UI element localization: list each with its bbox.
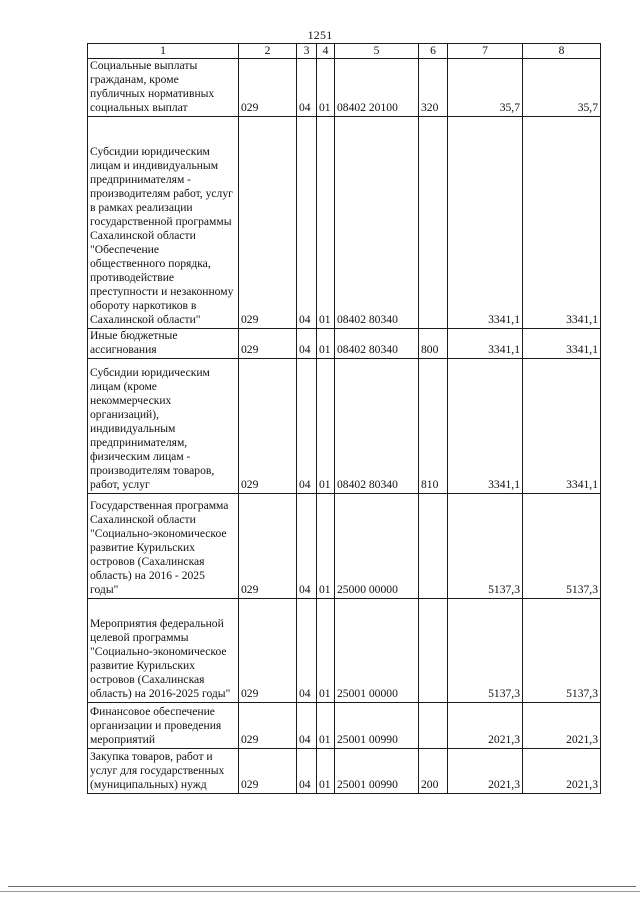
row-expense-type: 320 xyxy=(419,59,448,117)
scan-edge-line xyxy=(0,891,640,892)
header-col-5: 5 xyxy=(335,44,419,59)
row-amount-8: 3341,1 xyxy=(523,117,601,329)
table-row xyxy=(88,749,601,794)
row-subsection-code: 01 xyxy=(317,359,335,494)
header-row xyxy=(88,44,601,59)
header-col-7: 7 xyxy=(448,44,523,59)
row-expense-type: 800 xyxy=(419,329,448,359)
row-amount-7: 5137,3 xyxy=(448,494,523,599)
row-expense-type: 200 xyxy=(419,749,448,794)
page-number: 1251 xyxy=(307,28,333,42)
row-subsection-code: 01 xyxy=(317,703,335,749)
row-ministry-code: 029 xyxy=(239,599,297,703)
row-ministry-code: 029 xyxy=(239,494,297,599)
header-col-3: 3 xyxy=(297,44,317,59)
table-row xyxy=(88,494,601,599)
row-amount-8: 5137,3 xyxy=(523,599,601,703)
row-section-code: 04 xyxy=(297,494,317,599)
row-amount-8: 35,7 xyxy=(523,59,601,117)
row-section-code: 04 xyxy=(297,599,317,703)
row-target-article: 08402 20100 xyxy=(335,59,419,117)
row-target-article: 08402 80340 xyxy=(335,329,419,359)
row-section-code: 04 xyxy=(297,59,317,117)
header-col-4: 4 xyxy=(317,44,335,59)
row-subsection-code: 01 xyxy=(317,599,335,703)
row-target-article: 08402 80340 xyxy=(335,117,419,329)
row-section-code: 04 xyxy=(297,329,317,359)
header-col-6: 6 xyxy=(419,44,448,59)
table-row xyxy=(88,59,601,117)
row-target-article: 25001 00990 xyxy=(335,749,419,794)
row-target-article: 25001 00990 xyxy=(335,703,419,749)
row-name: Государственная программа Сахалинской области "Социально-экономическое развитие Курильских островов (Сахалинская область) на 2016 - 2025 годы" xyxy=(88,494,239,599)
row-ministry-code: 029 xyxy=(239,703,297,749)
row-amount-8: 3341,1 xyxy=(523,359,601,494)
row-section-code: 04 xyxy=(297,703,317,749)
row-target-article: 08402 80340 xyxy=(335,359,419,494)
row-subsection-code: 01 xyxy=(317,59,335,117)
row-subsection-code: 01 xyxy=(317,117,335,329)
row-subsection-code: 01 xyxy=(317,749,335,794)
row-ministry-code: 029 xyxy=(239,329,297,359)
row-name: Социальные выплаты гражданам, кроме публичных нормативных социальных выплат xyxy=(88,59,239,117)
table-row xyxy=(88,117,601,329)
row-expense-type xyxy=(419,703,448,749)
row-amount-7: 35,7 xyxy=(448,59,523,117)
row-expense-type xyxy=(419,117,448,329)
row-expense-type xyxy=(419,494,448,599)
table-row xyxy=(88,359,601,494)
row-name: Субсидии юридическим лицам и индивидуальным предпринимателям - производителям работ, услуг в рамках реализации государственной программы Сахалинской области "Обеспечение общественного порядка, противодействие преступности и незаконному обороту наркотиков в Сахалинской области" xyxy=(88,117,239,329)
row-target-article: 25000 00000 xyxy=(335,494,419,599)
row-name: Финансовое обеспечение организации и проведения мероприятий xyxy=(88,703,239,749)
scan-edge-line xyxy=(8,886,636,887)
budget-table xyxy=(87,43,601,794)
header-col-2: 2 xyxy=(239,44,297,59)
row-section-code: 04 xyxy=(297,117,317,329)
row-amount-7: 3341,1 xyxy=(448,117,523,329)
row-expense-type: 810 xyxy=(419,359,448,494)
table-row xyxy=(88,599,601,703)
header-col-1: 1 xyxy=(88,44,239,59)
row-amount-7: 2021,3 xyxy=(448,703,523,749)
table-row xyxy=(88,329,601,359)
row-amount-7: 3341,1 xyxy=(448,329,523,359)
row-ministry-code: 029 xyxy=(239,59,297,117)
row-amount-7: 2021,3 xyxy=(448,749,523,794)
row-name: Субсидии юридическим лицам (кроме некоммерческих организаций), индивидуальным предпринимателям, физическим лицам - производителям товаров, работ, услуг xyxy=(88,359,239,494)
header-col-8: 8 xyxy=(523,44,601,59)
row-ministry-code: 029 xyxy=(239,359,297,494)
row-amount-7: 3341,1 xyxy=(448,359,523,494)
row-section-code: 04 xyxy=(297,359,317,494)
row-amount-8: 5137,3 xyxy=(523,494,601,599)
table-row xyxy=(88,703,601,749)
row-name: Мероприятия федеральной целевой программы "Социально-экономическое развитие Курильских островов (Сахалинская область) на 2016-2025 годы" xyxy=(88,599,239,703)
row-target-article: 25001 00000 xyxy=(335,599,419,703)
row-amount-7: 5137,3 xyxy=(448,599,523,703)
row-amount-8: 3341,1 xyxy=(523,329,601,359)
row-subsection-code: 01 xyxy=(317,329,335,359)
row-section-code: 04 xyxy=(297,749,317,794)
row-ministry-code: 029 xyxy=(239,749,297,794)
row-ministry-code: 029 xyxy=(239,117,297,329)
row-amount-8: 2021,3 xyxy=(523,703,601,749)
row-name: Закупка товаров, работ и услуг для государственных (муниципальных) нужд xyxy=(88,749,239,794)
row-expense-type xyxy=(419,599,448,703)
row-amount-8: 2021,3 xyxy=(523,749,601,794)
row-name: Иные бюджетные ассигнования xyxy=(88,329,239,359)
row-subsection-code: 01 xyxy=(317,494,335,599)
